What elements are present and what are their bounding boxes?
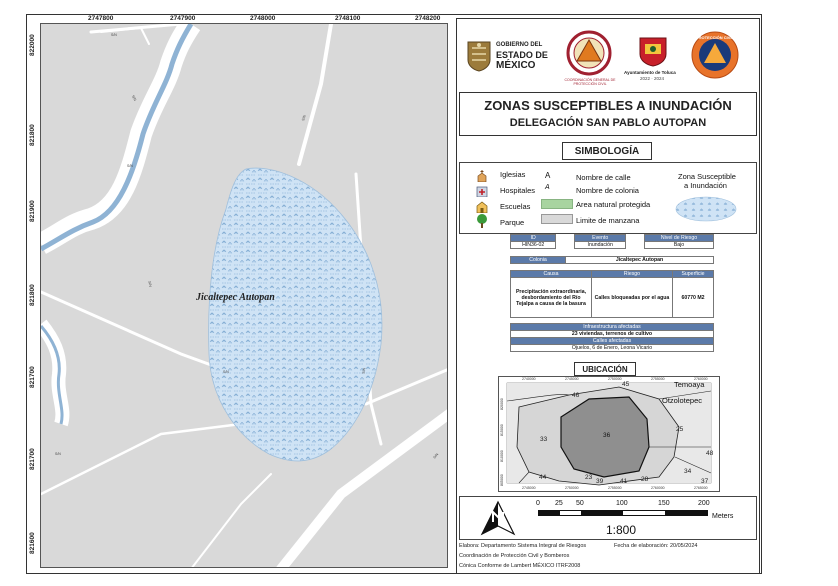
- legend-escuelas: Escuelas: [500, 202, 531, 211]
- scale-tick: 50: [576, 500, 584, 507]
- superficie-header: Superficie: [673, 271, 714, 278]
- info-table-id: [510, 234, 714, 249]
- inset-tick-top: 2755000: [651, 377, 665, 381]
- superficie-value: 60770 M2: [673, 278, 714, 318]
- area-natural-swatch: [541, 199, 573, 209]
- park-icon: [476, 214, 488, 228]
- grid-x-tick: 2748200: [415, 15, 441, 22]
- scale-ratio: 1:800: [606, 523, 637, 537]
- legend-calle-symbol: A: [545, 171, 551, 180]
- legend-manzana: Limite de manzana: [576, 216, 640, 225]
- inset-tick-top: 2760000: [694, 377, 708, 381]
- zone-number: 34: [684, 468, 692, 475]
- grid-x-tick: 2747900: [170, 15, 196, 22]
- street-label: S/N: [223, 370, 229, 374]
- inset-tick-top: 2740000: [522, 377, 536, 381]
- zone-number: 44: [539, 474, 547, 481]
- flood-zone-swatch: [675, 196, 737, 222]
- hospital-icon: [476, 184, 488, 196]
- zone-label: Jicaltepec Autopan: [196, 292, 275, 303]
- legend-colonia: Nombre de colonia: [576, 186, 639, 195]
- toluca-line1: Ayuntamiento de Toluca: [624, 70, 676, 75]
- footer-coordinacion: Coordinación de Protección Civil y Bomberos: [459, 553, 570, 559]
- street-label: S/N: [127, 164, 133, 168]
- id-header: ID: [511, 235, 556, 242]
- zone-number: 45: [622, 381, 630, 388]
- scale-unit: Meters: [712, 513, 734, 520]
- zone-number: 46: [572, 392, 580, 399]
- inset-tick-bottom: 2760000: [651, 486, 665, 490]
- evento-value: Inundación: [575, 242, 626, 249]
- inset-tick-bottom: 2750000: [565, 486, 579, 490]
- inset-tick-left: 805000: [500, 474, 504, 486]
- zone-number: 41: [620, 478, 628, 485]
- scale-tick: 25: [555, 500, 563, 507]
- legend-calle: Nombre de calle: [576, 173, 631, 182]
- ubicacion-header: UBICACIÓN: [574, 362, 636, 376]
- manzana-swatch: [541, 214, 573, 224]
- info-table-colonia: [510, 256, 714, 264]
- grid-y-tick: 821800: [29, 124, 36, 146]
- calles-header: Calles afectadas: [511, 338, 714, 345]
- scale-tick: 100: [616, 500, 628, 507]
- info-table-causa: [510, 270, 714, 318]
- causa-value: Precipitación extraordinaria, desbordamiento del Río Tejalpa a causa de la basura: [511, 278, 592, 318]
- toluca-line2: 2022 · 2024: [640, 76, 665, 81]
- zone-number: 23: [585, 474, 593, 481]
- inset-tick-left: 815000: [500, 424, 504, 436]
- north-arrow-icon: [480, 500, 516, 536]
- riesgo-value: Calles bloqueadas por el agua: [592, 278, 673, 318]
- footer-fecha: Fecha de elaboración: 20/05/2024: [614, 543, 698, 549]
- legend-iglesias: Iglesias: [500, 170, 526, 179]
- map-view[interactable]: [40, 23, 448, 568]
- grid-x-tick: 2748000: [250, 15, 276, 22]
- zone-number: 37: [701, 478, 709, 485]
- map-subtitle: DELEGACIÓN SAN PABLO AUTOPAN: [509, 117, 707, 129]
- inset-tick-left: 820000: [500, 398, 504, 410]
- pc-caption: PROTECCIÓN CIVIL: [695, 35, 734, 40]
- place-label: Otzolotepec: [662, 396, 703, 405]
- inset-tick-bottom: 2755000: [608, 486, 622, 490]
- street-label: S/N: [130, 94, 138, 102]
- footer-elabora: Elabora: Departamento Sistema Integral de Riesgos: [459, 543, 587, 549]
- street-label: S/N: [361, 367, 367, 375]
- scale-tick: 0: [536, 500, 540, 507]
- legend-zona-line2: a Inundación: [684, 181, 727, 190]
- scale-bar: [538, 510, 708, 516]
- inset-tick-top: 2745000: [565, 377, 579, 381]
- cg-caption: COORDINACIÓN GENERAL DE PROTECCIÓN CIVIL: [564, 78, 616, 86]
- zone-number: 28: [641, 476, 649, 483]
- legend-zona-line1: Zona Susceptible: [678, 172, 736, 181]
- calles-value: Ojuelos, 6 de Enero, Leona Vicario: [511, 345, 714, 352]
- zone-number: 25: [676, 426, 684, 433]
- legend-colonia-symbol: A: [545, 184, 550, 191]
- zone-number: 36: [603, 432, 611, 439]
- grid-y-tick: 821700: [29, 448, 36, 470]
- riesgo-header: Riesgo: [592, 271, 673, 278]
- id-value: HIN36-02: [511, 242, 556, 249]
- street-label: S/N: [301, 114, 307, 122]
- toluca-emblem-icon: [636, 34, 670, 68]
- place-label: Temoaya: [674, 380, 705, 389]
- street-label: S/N: [147, 280, 153, 288]
- grid-x-tick: 2748100: [335, 15, 361, 22]
- grid-x-tick: 2747800: [88, 15, 114, 22]
- colonia-value: Jicaltepec Autopan: [566, 257, 714, 264]
- simbologia-header: SIMBOLOGÍA: [562, 142, 652, 160]
- legend-hospitales: Hospitales: [500, 186, 536, 195]
- gov-coat-of-arms-icon: [466, 38, 492, 72]
- infra-header: Infraestructura afectadas: [511, 324, 714, 331]
- evento-header: Evento: [575, 235, 626, 242]
- scale-tick: 150: [658, 500, 670, 507]
- church-icon: [476, 169, 488, 181]
- grid-y-tick: 822000: [29, 34, 36, 56]
- school-icon: [476, 200, 488, 212]
- inset-tick-bottom: 2745000: [522, 486, 536, 490]
- legend-parque: Parque: [500, 218, 525, 227]
- inset-tick-bottom: 2765000: [694, 486, 708, 490]
- grid-y-tick: 821600: [29, 532, 36, 554]
- civil-protection-seal-icon: [566, 30, 612, 76]
- zone-number: 33: [540, 436, 548, 443]
- grid-y-tick: 821900: [29, 200, 36, 222]
- infra-value: 23 viviendas, terrenos de cultivo: [511, 331, 714, 338]
- zone-number: 39: [596, 478, 604, 485]
- street-label: S/N: [55, 452, 61, 456]
- grid-y-tick: 821800: [29, 284, 36, 306]
- colonia-label: Colonia: [511, 257, 566, 264]
- street-label: S/N: [111, 33, 117, 37]
- causa-header: Causa: [511, 271, 592, 278]
- inset-tick-left: 810000: [500, 450, 504, 462]
- legend-area-natural: Area natural protegida: [576, 200, 651, 209]
- nivel-header: Nivel de Riesgo: [645, 235, 714, 242]
- scale-tick: 200: [698, 500, 710, 507]
- grid-y-tick: 821700: [29, 366, 36, 388]
- nivel-value: Bajo: [645, 242, 714, 249]
- zone-number: 48: [706, 450, 714, 457]
- info-table-infra: [510, 323, 714, 352]
- map-title: ZONAS SUSCEPTIBLES A INUNDACIÓN: [484, 98, 732, 113]
- street-label: S/N: [432, 452, 440, 460]
- gov-line3: MÉXICO: [496, 60, 536, 71]
- footer-proyeccion: Cónica Conforme de Lambert MÉXICO ITRF2008: [459, 563, 581, 569]
- gov-line1: GOBIERNO DEL: [496, 42, 543, 48]
- gov-line2: ESTADO DE: [496, 50, 548, 60]
- inset-tick-top: 2750000: [608, 377, 622, 381]
